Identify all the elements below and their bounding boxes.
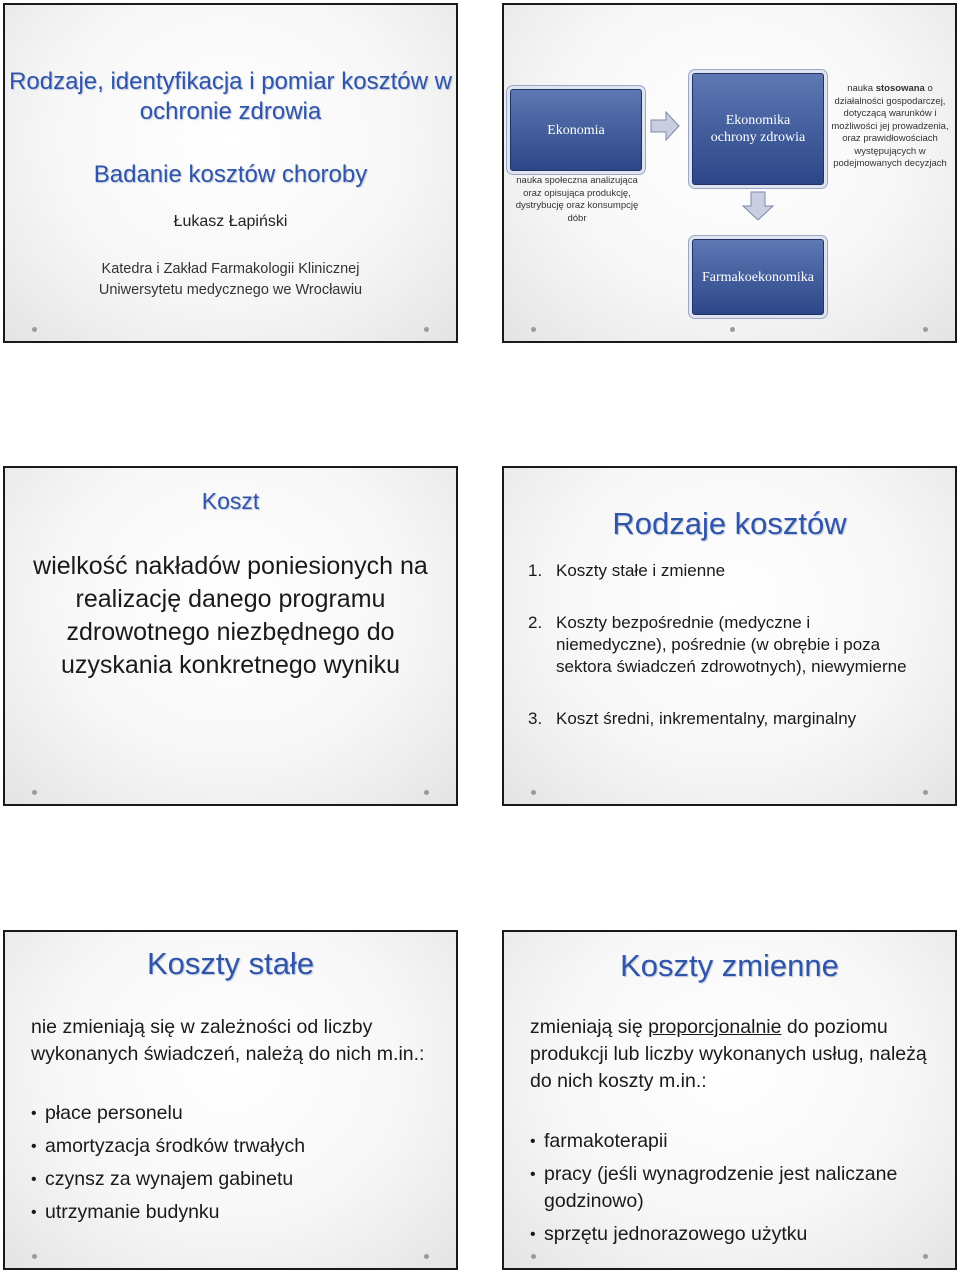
variable-costs-intro [530,1014,937,1095]
footer-dot-left [531,1254,536,1259]
footer-dot-left [531,327,536,332]
slide-1-title: Rodzaje, identyfikacja i pomiar kosztów w ochronie zdrowia [9,68,452,125]
institution-line-1: Katedra i Zakład Farmakologii Klinicznej [101,261,360,277]
list-item [504,708,915,730]
footer-dot-right [923,1254,928,1259]
list-item: • płace personelu [31,1100,442,1127]
item-number: 2. [528,613,543,632]
footer-dot-left [32,1254,37,1259]
desc-eoz-prefix: nauka [847,83,876,94]
list-item: • amortyzacja środków trwałych [31,1133,442,1160]
box-ekonomika-line-1: Ekonomika [725,113,791,128]
institution [5,259,456,301]
desc-eoz-bold: stosowana [875,83,925,94]
variable-costs-list [530,1128,941,1254]
footer-dot-left [32,790,37,795]
fixed-costs-intro: nie zmieniają się w zależności od liczby wykonanych świadczeń, należą do nich m.in.: [31,1016,425,1065]
footer-dot-right [923,790,928,795]
footer-dot-right [424,327,429,332]
list-item: • sprzętu jednorazowego użytku [530,1221,941,1248]
list-item: • utrzymanie budynku [31,1199,442,1226]
intro-prefix: zmieniają się [530,1016,649,1038]
footer-dot-right [424,790,429,795]
footer-dot-middle [730,327,735,332]
intro-underlined: proporcjonalnie [648,1016,782,1038]
slide-koszty-stale [3,930,458,1270]
cost-types-list [504,560,915,750]
desc-eoz-rest: o działalności gospodarczej, dotyczącą warunków i możliwości jej prowadzenia, oraz prawidłowościach występujących w podejmowanych decyzjach [831,83,949,169]
desc-ekonomia: nauka społeczna analizująca oraz opisująca produkcję, dystrybucję oraz konsumpcję dóbr [515,175,639,224]
arrow-right-icon [650,111,680,141]
author-name: Łukasz Łapiński [173,213,288,230]
list-item: • farmakoterapii [530,1128,941,1155]
desc-ekonomika-ochrony-zdrowia [826,83,954,171]
box-ekonomia: Ekonomia [510,89,642,171]
item-text: Koszt średni, inkrementalny, marginalny [556,709,857,728]
institution-line-2: Uniwersytetu medycznego we Wrocławiu [98,282,363,298]
slide-rodzaje-kosztow [502,466,957,806]
list-item [504,612,915,678]
item-text: Koszty stałe i zmienne [556,561,726,580]
box-farmakoekonomika: Farmakoekonomika [692,239,824,315]
list-item: • pracy (jeśli wynagrodzenie jest naliczane godzinowo) [530,1161,941,1215]
slide-koszty-zmienne [502,930,957,1270]
footer-dot-left [531,790,536,795]
footer-dot-right [923,327,928,332]
item-number: 1. [528,561,543,580]
slide-6-title: Koszty zmienne [620,948,839,983]
slide-3-title: Koszt [201,488,260,514]
slide-4-title: Rodzaje kosztów [612,506,847,541]
arrow-down-icon [742,191,774,221]
slide-5-title: Koszty stałe [146,946,315,981]
list-item [504,560,915,582]
list-item: • czynsz za wynajem gabinetu [31,1166,442,1193]
footer-dot-left [32,327,37,332]
box-ekonomika-ochrony-zdrowia [692,73,824,185]
footer-dot-right [424,1254,429,1259]
item-text: Koszty bezpośrednie (medyczne i niemedyczne), pośrednie (w obrębie i poza sektora świadczeń zdrowotnych), niewymierne [556,613,907,676]
box-ekonomika-line-2: ochrony zdrowia [710,130,806,145]
slide-koszt-definition [3,466,458,806]
fixed-costs-list [31,1100,442,1232]
item-number: 3. [528,709,543,728]
koszt-definition: wielkość nakładów poniesionych na realizację danego programu zdrowotnego niezbędnego do uzyskania konkretnego wyniku [33,552,428,679]
intro-rest: do poziomu produkcji lub liczby wykonanych usług, należą do nich koszty m.in.: [530,1016,927,1092]
slide-1-subtitle: Badanie kosztów choroby [93,161,368,188]
slide-title [3,3,458,343]
slide-economics-diagram [502,3,957,343]
